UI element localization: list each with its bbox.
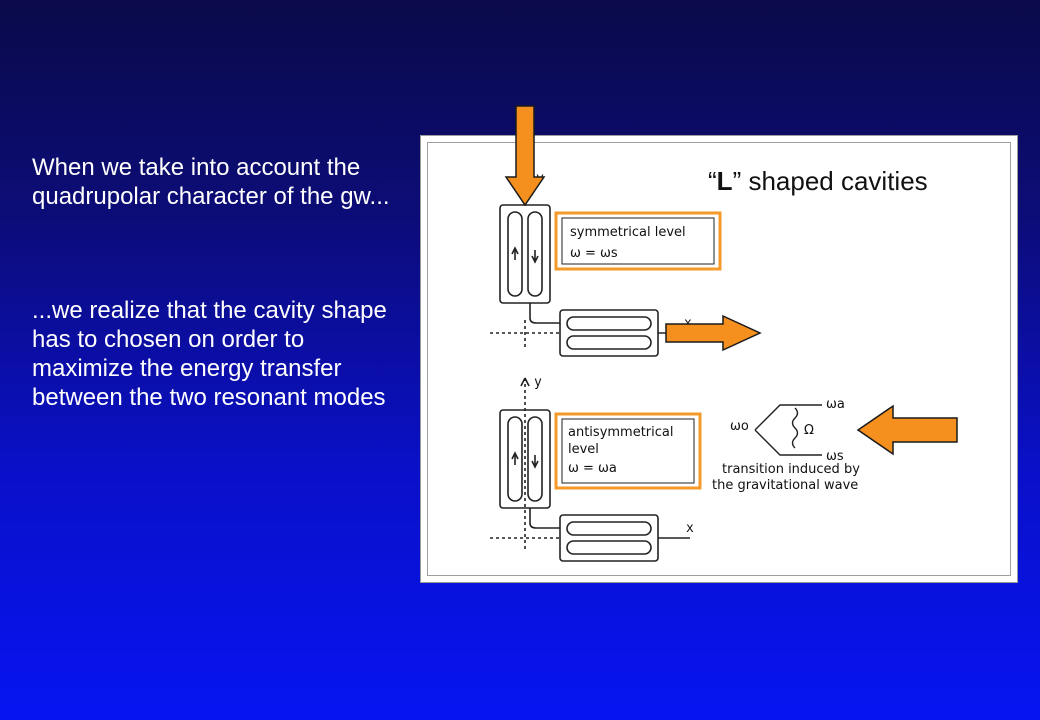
intro-paragraph: When we take into account the quadrupolar character of the gw...	[32, 154, 390, 210]
explanation-paragraph: ...we realize that the cavity shape has to chosen on order to maximize the energy transfer between the two resonant modes	[32, 297, 387, 411]
right-arrow-icon	[666, 316, 760, 350]
omega-zero-label: ωo	[730, 419, 749, 434]
Omega-label: Ω	[804, 423, 814, 438]
antisymmetrical-omega: ω = ωa	[568, 461, 617, 476]
lower-y-axis-label: y	[534, 375, 542, 390]
antisymmetrical-label-line2: level	[568, 442, 599, 457]
symmetrical-label: symmetrical level	[570, 225, 686, 240]
caption-line2: the gravitational wave	[712, 478, 859, 493]
caption-line1: transition induced by	[722, 462, 860, 477]
symmetrical-omega: ω = ωs	[570, 246, 618, 261]
left-arrow-icon	[858, 406, 957, 454]
title-quote-open: “	[708, 166, 717, 196]
title-letter-l: L	[716, 166, 733, 196]
title-rest: ” shaped cavities	[732, 166, 928, 196]
lower-x-axis-label: x	[686, 521, 694, 536]
antisymmetrical-label-line1: antisymmetrical	[568, 425, 674, 440]
omega-a-label: ωa	[826, 397, 845, 412]
down-arrow-icon	[506, 106, 544, 205]
omega-s-label: ωs	[826, 449, 844, 464]
